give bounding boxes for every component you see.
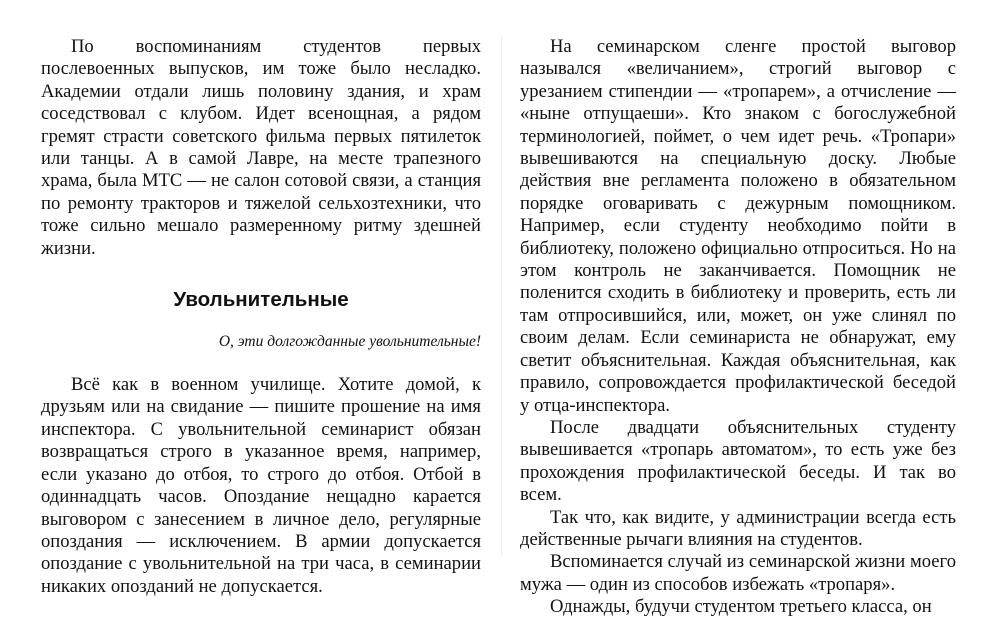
right-paragraph-3: Так что, как видите, у администрации всегда есть действенные рычаги влияния на студентов. <box>520 506 956 550</box>
right-page <box>520 36 956 619</box>
section-heading: Увольнительные <box>173 288 349 312</box>
right-paragraph-5: Однажды, будучи студентом третьего класса, он <box>550 596 932 618</box>
epigraph: О, эти долгожданные увольнительные! <box>218 333 481 351</box>
left-paragraph-2: Всё как в военном училище. Хотите домой, к друзьям или на свидание — пишите прошение на имя инспектора. С увольнительной семинарист обязан возвращаться строго в указанное время, например, если указано до отбоя, то строго до отбоя. Отбой в одиннадцать часов. Опоздание нещадно карается выговором с занесением в личное дело, регулярные опоздания — исключением. В армии допускается опоздание с увольнительной на три часа, в семинарии никаких опозданий не допускается. <box>41 374 481 597</box>
right-paragraph-2: После двадцати объяснительных студенту вывешивается «тропарь автоматом», то есть уже без прохождения профилактической беседы. И так во всем. <box>520 416 956 506</box>
page-gutter <box>501 36 502 556</box>
left-paragraph-1: По воспоминаниям студентов первых послевоенных выпусков, им тоже было несладко. Академии отдали лишь половину здания, и храм соседствовал с клубом. Идет всенощная, а рядом гремят страсти советского фильма первых пятилеток или танцы. А в самой Лавре, на месте трапезного храма, была МТС — не салон сотовой связи, а станция по ремонту тракторов и тяжелой сельхозтехники, что тоже сильно мешало размеренному ритму здешней жизни. <box>41 36 481 259</box>
right-paragraph-4: Вспоминается случай из семинарской жизни моего мужа — один из способов избежать «тропаря». <box>520 551 956 595</box>
left-page <box>41 36 481 598</box>
right-paragraph-1: На семинарском сленге простой выговор назывался «величанием», строгий выговор с урезанием стипендии — «тропарем», а отчисление — «ныне отпущаеши». Кто знаком с богослужебной терминологией, поймет, о чем идет речь. «Тропари» вывешиваются на специальную доску. Любые действия вне регламента положено в обязательном порядке оговаривать с дежурным помощником. Например, если студенту необходимо пойти в библиотеку, положено официально отпроситься. Но на этом контроль не заканчивается. Помощник не поленится сходить в библиотеку и проверить, есть ли там отпросившийся, или, может, он уже слинял по своим делам. Если семинариста не обнаружат, ему светит объяснительная. Каждая объяснительная, как правило, сопровождается профилактической беседой у отца-инспектора. <box>520 36 956 416</box>
